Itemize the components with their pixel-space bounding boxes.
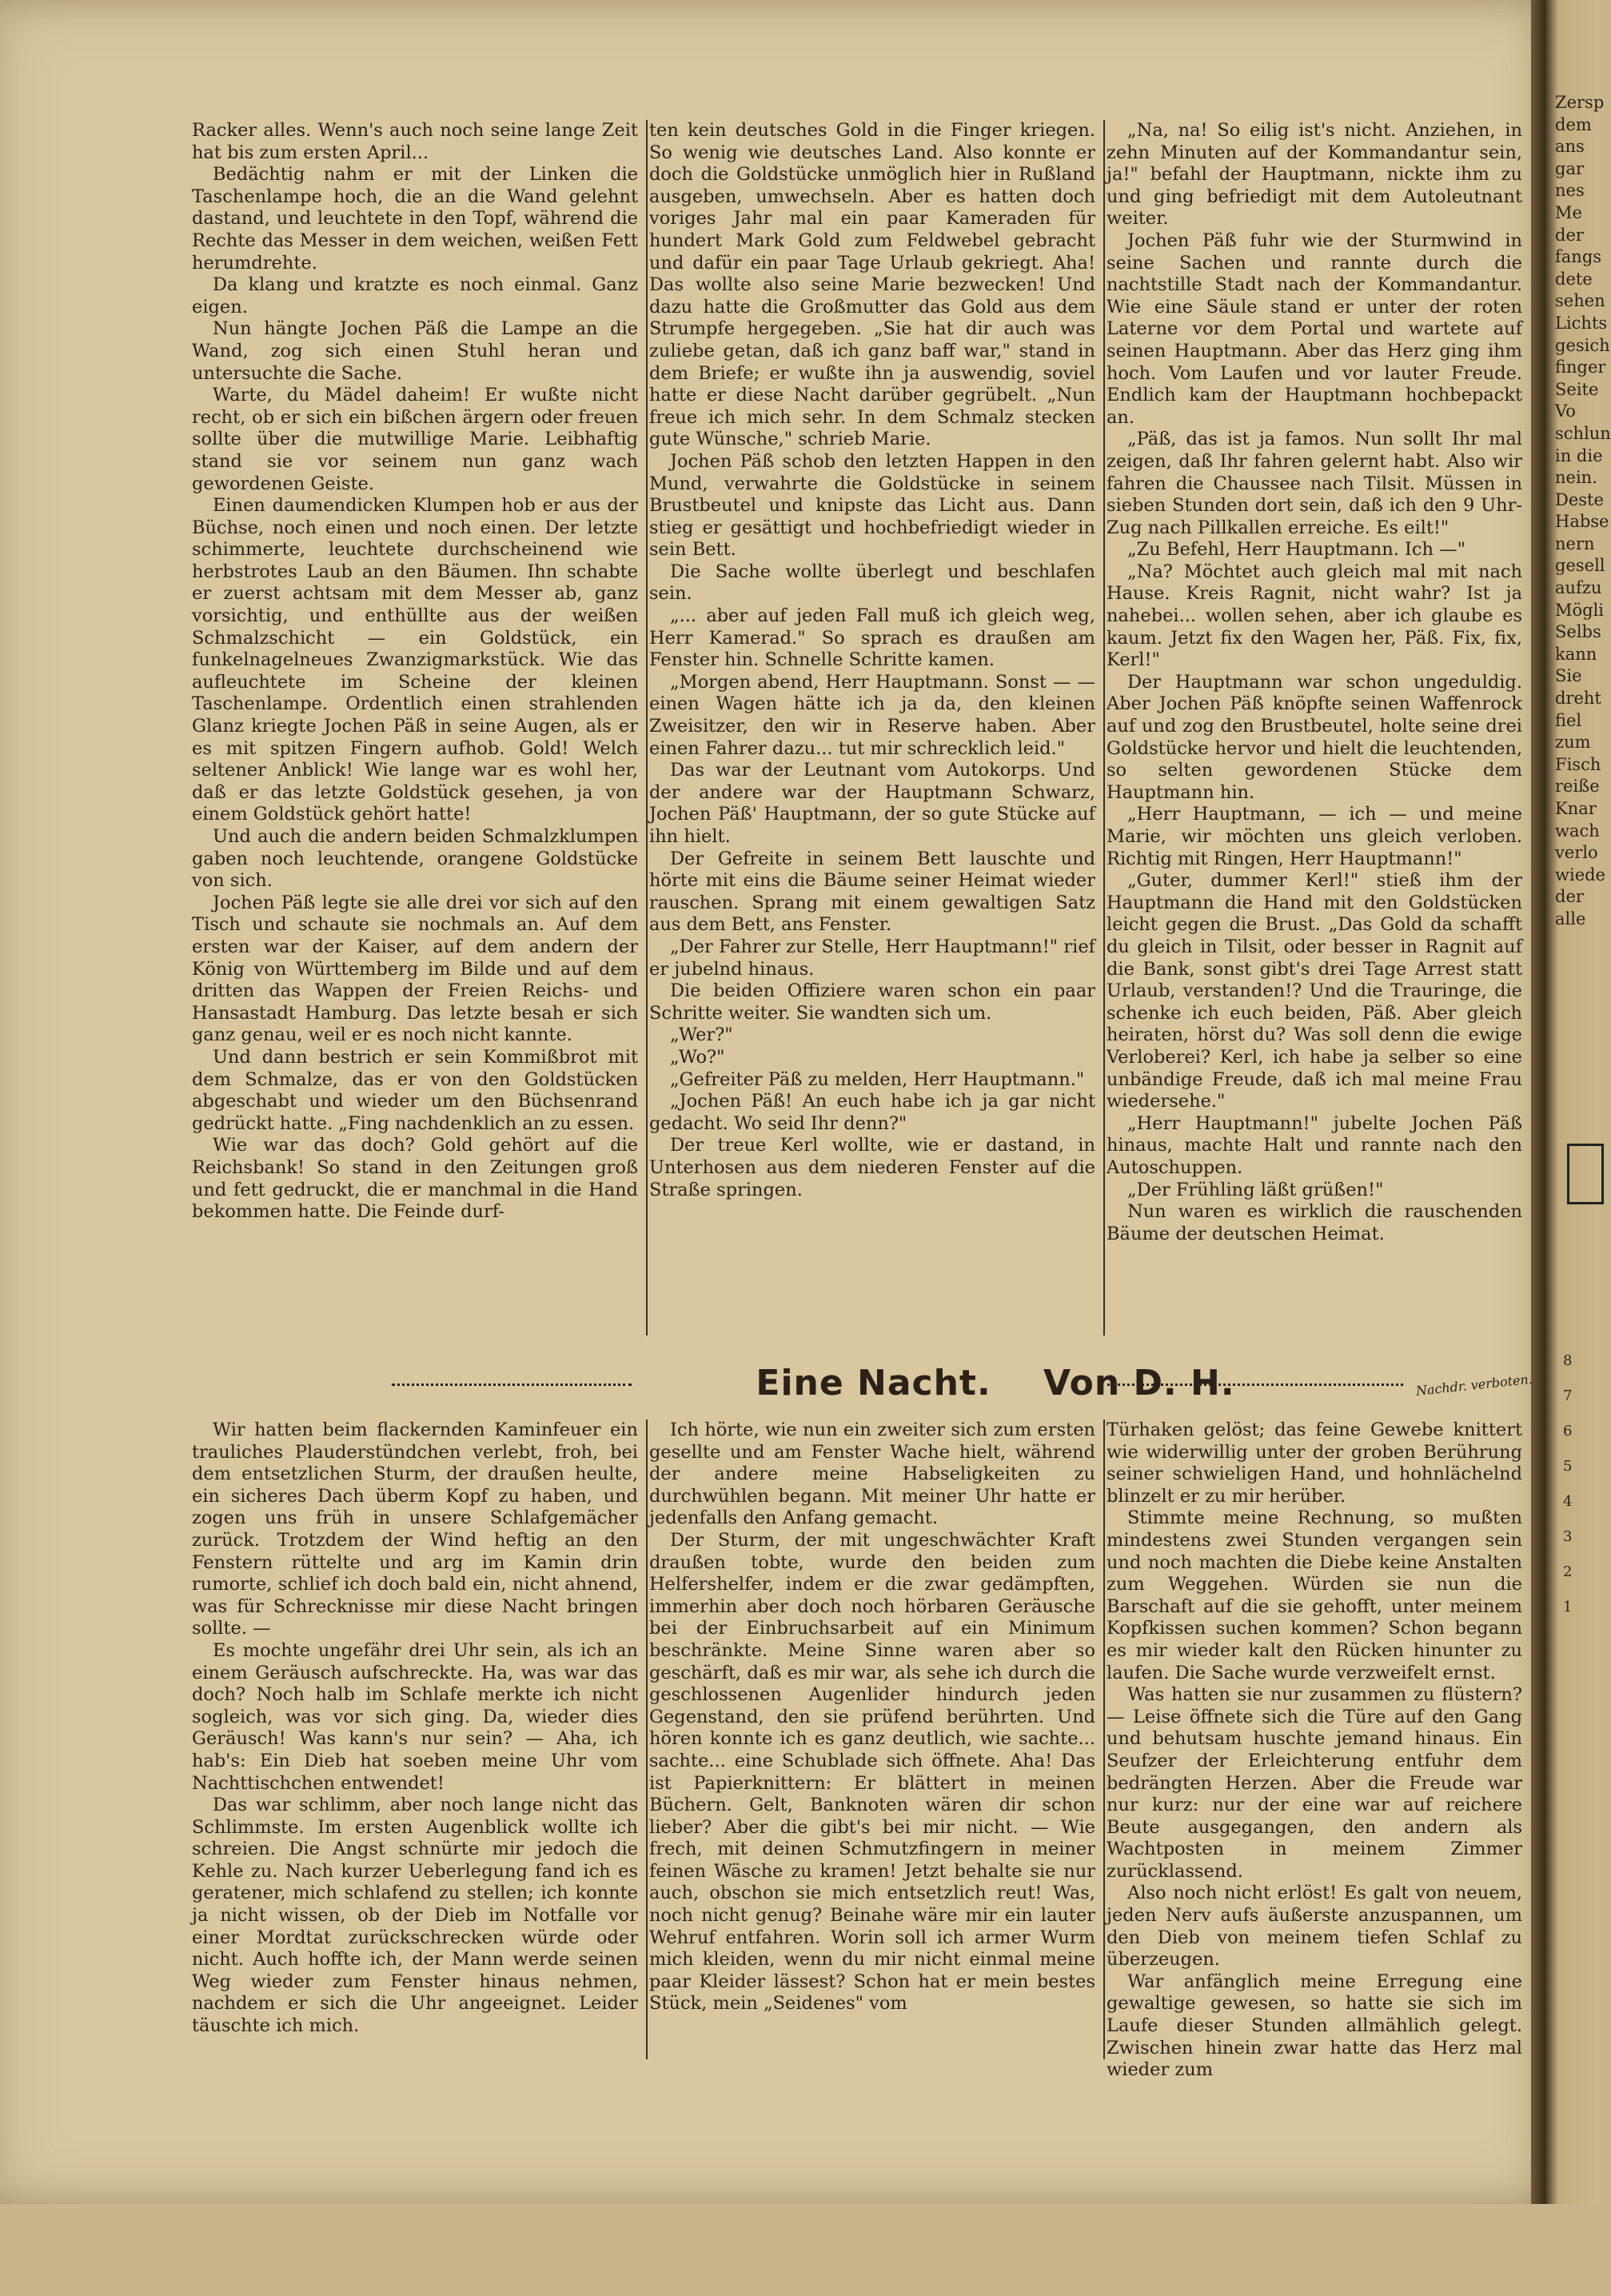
- paragraph: Was hatten sie nur zusammen zu flüstern? — Leise öffnete sich die Türe auf den Gang und behutsam huschte jemand hinaus. Ein Seufzer der Erleichterung entfuhr dem bedrängten Herzen. Aber die Freude war nur kurz: nur der eine war auf reichere Beute ausgegangen, den andern als Wachtposten in meinem Zimmer zurücklassend.: [1107, 1684, 1522, 1882]
- column-rule: [646, 120, 648, 1336]
- fragment-line: Vo: [1555, 401, 1576, 421]
- paragraph: Nun hängte Jochen Päß die Lampe an die Wand, zog sich einen Stuhl heran und untersuchte die Sache.: [192, 318, 638, 384]
- paragraph: „... aber auf jeden Fall muß ich gleich weg, Herr Kamerad." So sprach es draußen am Fenster hin. Schnelle Schritte kamen.: [649, 605, 1095, 671]
- paragraph: Nun waren es wirklich die rauschenden Bäume der deutschen Heimat.: [1107, 1201, 1522, 1244]
- fragment-line: Lichts: [1555, 313, 1608, 333]
- fragment-line: Mögli: [1555, 600, 1605, 620]
- fragment-line: gesell: [1555, 556, 1605, 576]
- paragraph: Jochen Päß fuhr wie der Sturmwind in seine Sachen und rannte durch die nachtstille Stadt nach der Kommandantur. Wie eine Säule stand er unter der roten Laterne vor dem Portal und wartete auf seinen Hauptmann. Aber das Herz ging ihm hoch. Vom Laufen und vor lauter Freude. Endlich kam der Hauptmann hochbepackt an.: [1107, 230, 1522, 428]
- paragraph: „Wer?": [670, 1024, 733, 1046]
- column-2: [649, 120, 1095, 1201]
- fragment-line: Habse: [1555, 512, 1609, 532]
- paragraph: Jochen Päß schob den letzten Happen in den Mund, verwahrte die Goldstücke in seinem Brustbeutel und knipste das Licht aus. Dann stieg er gesättigt und hochbefriedigt wieder in sein Bett.: [649, 450, 1095, 561]
- paragraph: „Na? Möchtet auch gleich mal mit nach Hause. Kreis Ragnit, nicht wahr? Ist ja nahebei... wollen sehen, aber ich glaube es kaum. Jetzt fix den Wagen her, Päß. Fix, fix, Kerl!": [1107, 561, 1522, 671]
- paragraph: „Der Fahrer zur Stelle, Herr Hauptmann!" rief er jubelnd hinaus.: [649, 936, 1095, 980]
- fragment-line: wiede: [1555, 864, 1605, 884]
- fragment-line: Deste: [1555, 489, 1604, 509]
- paragraph: Wie war das doch? Gold gehört auf die Reichsbank! So stand in den Zeitungen groß und fett gedruckt, die er manchmal in die Hand bekommen hatte. Die Feinde durf-: [192, 1135, 638, 1223]
- fragment-line: nes: [1555, 181, 1585, 201]
- fragment-line: aufzu: [1555, 578, 1602, 598]
- column-rule: [646, 1420, 648, 2059]
- paragraph: Wir hatten beim flackernden Kaminfeuer ein trauliches Plauderstündchen verlebt, froh, bei dem entsetzlichen Sturm, der draußen heulte, ein sicheres Dach überm Kopf zu haben, und zogen uns früh in unsere Schlafgemächer zurück. Trotzdem der Wind heftig an den Fenstern rüttelte und arg im Kamin drin rumorte, schlief ich doch bald ein, nicht ahnend, was für Schrecknisse mir diese Nacht bringen sollte. —: [192, 1420, 638, 1639]
- fragment-line: Fisch: [1555, 754, 1601, 774]
- paragraph: Es mochte ungefähr drei Uhr sein, als ich an einem Geräusch aufschreckte. Ha, was war das doch? Noch halb im Schlafe merkte ich nicht sogleich, was vor sich ging. Da, wieder dies Geräusch! Was kann's nur sein? — Aha, ich hab's: Ein Dieb hat soeben meine Uhr vom Nachttischchen entwendet!: [192, 1639, 638, 1794]
- paragraph: Bedächtig nahm er mit der Linken die Taschenlampe hoch, die an die Wand gelehnt dastand, und leuchtete in den Topf, während die Rechte das Messer in dem weichen, weißen Fett herumdrehte.: [192, 164, 638, 274]
- fragment-line: alle: [1555, 908, 1586, 928]
- adjacent-page-numbers: [1563, 1344, 1572, 1625]
- paragraph: Da klang und kratzte es noch einmal. Ganz eigen.: [192, 274, 638, 317]
- column-5: [649, 1420, 1095, 2015]
- column-rule: [1103, 120, 1105, 1336]
- fragment-line: gar: [1555, 158, 1585, 178]
- article-headline-row: [192, 1360, 1543, 1408]
- fragment-line: Zersp: [1555, 93, 1605, 112]
- fragment-line: ans: [1555, 137, 1585, 157]
- scale-number: 7: [1563, 1388, 1573, 1404]
- paragraph: Der Sturm, der mit ungeschwächter Kraft draußen tobte, wurde den beiden zum Helfershelfer, indem er die zwar gedämpften, immerhin aber doch noch hörbaren Geräusche bei der Einbruchsarbeit auf ein Minimum beschränkte. Meine Sinne waren aber so geschärft, daß es mir war, als sehe ich durch die geschlossenen Augenlider hindurch jeden Gegenstand, den sie prüfend berührten. Und hören konnte ich es ganz deutlich, wie sachte... sachte... eine Schublade sich öffnete. Aha! Das ist Papierknittern: Er blättert in meinen Büchern. Gelt, Banknoten wären dir schon lieber? Aber die gibt's bei mir nicht. — Wie frech, mit deinen Schmutzfingern in meiner feinen Wäsche zu kramen! Jetzt behalte sie nur auch, obschon sie mich entsetzlich reut! Was, noch nicht genug? Beinahe wäre mir ein lauter Wehruf entfahren. Worin soll ich armer Wurm mich kleiden, wenn du mir nicht einmal meine paar Kleider lässest? Schon hat er mein bestes Stück, mein „Seidenes" vom: [649, 1529, 1095, 2014]
- fragment-line: zum: [1555, 733, 1591, 753]
- paragraph: War anfänglich meine Erregung eine gewaltige gewesen, so hatte sie sich im Laufe dieser Stunden allmählich gelegt. Zwischen hinein zwar hatte das Herz mal wieder zum: [1107, 1971, 1522, 2081]
- paragraph: „Wo?": [670, 1046, 725, 1068]
- column-3: [1107, 120, 1522, 1245]
- fragment-line: Sie: [1555, 666, 1582, 686]
- fragment-line: sehen: [1555, 291, 1605, 311]
- fragment-line: fangs: [1555, 247, 1602, 267]
- scale-number: 5: [1563, 1458, 1573, 1475]
- paragraph: „Guter, dummer Kerl!" stieß ihm der Hauptmann die Hand mit den Goldstücken leicht gegen die Brust. „Das Gold da schafft du gleich in Tilsit, oder besser in Ragnit auf die Bank, sonst gibt's drei Tage Arrest statt Urlaub, verstanden!? Und die Trauringe, die schenke ich euch beiden, Päß. Aber gleich heiraten, hörst du? Was soll denn die ewige Verloberei? Kerl, ich habe ja selber so eine unbändige Freude, daß ich mal meine Frau wiedersehe.": [1107, 870, 1522, 1112]
- fragment-line: gesich: [1555, 335, 1610, 355]
- paragraph: „Herr Hauptmann!" jubelte Jochen Päß hinaus, machte Halt und rannte nach den Autoschuppen.: [1107, 1112, 1522, 1178]
- fragment-line: nern: [1555, 533, 1595, 553]
- paragraph: „Der Frühling läßt grüßen!": [1127, 1179, 1384, 1200]
- paragraph: ten kein deutsches Gold in die Finger kriegen. So wenig wie deutsches Land. Also konnte er doch die Goldstücke unmöglich hier in Rußland ausgeben, umwechseln. Aber es hatten doch voriges Jahr mal ein paar Kameraden für hundert Mark Gold zum Feldwebel gebracht und dafür ein paar Tage Urlaub gekriegt. Aha! Das wollte also seine Marie bezwecken! Und dazu hatte die Großmutter das Gold aus dem Strumpfe hergegeben. „Sie hat dir auch was zuliebe getan, daß ich ganz baff war," stand in dem Briefe; er wußte ihn ja auswendig, soviel hatte er diese Nacht darüber gegrübelt. „Nun freue ich mich sehr. In dem Schmalz stecken gute Wünsche," schrieb Marie.: [649, 120, 1095, 450]
- paragraph: Und auch die andern beiden Schmalzklumpen gaben noch leuchtende, orangene Goldstücke von sich.: [192, 826, 638, 892]
- paragraph: „Päß, das ist ja famos. Nun sollt Ihr mal zeigen, daß Ihr fahren gelernt habt. Also wir fahren die Chaussee nach Tilsit. Müssen in sieben Stunden dort sein, daß ich den 9 Uhr-Zug nach Pillkallen erreiche. Es eilt!": [1107, 429, 1522, 538]
- column-4: [192, 1420, 638, 2038]
- column-1: [192, 120, 638, 1224]
- fragment-line: der: [1555, 887, 1584, 907]
- paragraph: „Jochen Päß! An euch habe ich ja gar nicht gedacht. Wo seid Ihr denn?": [649, 1091, 1095, 1134]
- fragment-line: finger: [1555, 357, 1606, 377]
- scale-number: 4: [1563, 1493, 1573, 1510]
- scale-number: 6: [1563, 1423, 1573, 1439]
- paragraph: „Zu Befehl, Herr Hauptmann. Ich —": [1127, 539, 1466, 561]
- paragraph: „Herr Hauptmann, — ich — und meine Marie, wir möchten uns gleich verloben. Richtig mit Ringen, Herr Hauptmann!": [1107, 804, 1522, 869]
- paragraph: Ich hörte, wie nun ein zweiter sich zum ersten gesellte und am Fenster Wache hielt, während der andere meine Habseligkeiten zu durchwühlen begann. Mit meiner Uhr hatte er jedenfalls den Anfang gemacht.: [649, 1420, 1095, 1529]
- fragment-line: Knar: [1555, 799, 1597, 818]
- fragment-line: Selbs: [1555, 622, 1601, 642]
- headline-title: Eine Nacht.: [756, 1363, 991, 1404]
- adjacent-page-box: [1567, 1144, 1604, 1204]
- fragment-line: schlun: [1555, 423, 1611, 443]
- paragraph: „Morgen abend, Herr Hauptmann. Sonst — — einen Wagen hätte ich ja da, den kleinen Zweisitzer, den wir in Reserve haben. Aber einen Fahrer dazu... tut mir schrecklich leid.": [649, 671, 1095, 759]
- reprint-note: Nachdr. verboten.: [1415, 1371, 1533, 1399]
- paragraph: Die Sache wollte überlegt und beschlafen sein.: [649, 561, 1095, 605]
- paragraph: Das war schlimm, aber noch lange nicht das Schlimmste. Im ersten Augenblick wollte ich schreien. Die Angst schnürte mir jedoch die Kehle zu. Nach kurzer Ueberlegung fand ich es geratener, mich schlafend zu stellen; ich konnte ja nicht wissen, ob der Dieb im Notfalle vor einer Mordtat zurückschrecken würde oder nicht. Auch hoffte ich, der Mann werde seinen Weg wieder zum Fenster hinaus nehmen, nachdem er sich die Uhr angeeignet. Leider täuschte ich mich.: [192, 1795, 638, 2037]
- fragment-line: fiel: [1555, 710, 1582, 730]
- scale-number: 8: [1563, 1352, 1573, 1369]
- fragment-line: verlo: [1555, 843, 1598, 863]
- fragment-line: nein.: [1555, 468, 1597, 488]
- column-6: [1107, 1420, 1522, 2082]
- paragraph: Stimmte meine Rechnung, so mußten mindestens zwei Stunden vergangen sein und noch machten die Diebe keine Anstalten zum Weggehen. Würden sie nun die Barschaft auf die sie gehofft, unter meinem Kopfkissen suchen kommen? Schon begann es mir wieder kalt den Rücken hinunter zu laufen. Die Sache wurde verzweifelt ernst.: [1107, 1507, 1522, 1683]
- paragraph: Der treue Kerl wollte, wie er dastand, in Unterhosen aus dem niederen Fenster auf die Straße springen.: [649, 1135, 1095, 1200]
- paragraph: Die beiden Offiziere waren schon ein paar Schritte weiter. Sie wandten sich um.: [649, 980, 1095, 1024]
- scale-number: 1: [1563, 1599, 1573, 1615]
- fragment-line: Me: [1555, 202, 1582, 222]
- fragment-line: der: [1555, 225, 1584, 245]
- paragraph: Racker alles. Wenn's auch noch seine lange Zeit hat bis zum ersten April...: [192, 120, 638, 163]
- fragment-line: dem: [1555, 114, 1592, 134]
- dotted-rule-right: [1107, 1384, 1403, 1386]
- paragraph: Das war der Leutnant vom Autokorps. Und der andere war der Hauptmann Schwarz, Jochen Päß' Hauptmann, der so gute Stücke auf ihn hielt.: [649, 760, 1095, 847]
- fragment-line: dreht: [1555, 689, 1601, 709]
- paragraph: Der Gefreite in seinem Bett lauschte und hörte mit eins die Bäume seiner Heimat wieder rauschen. Sprang mit einem gewaltigen Satz aus dem Bett, ans Fenster.: [649, 848, 1095, 936]
- scale-number: 3: [1563, 1528, 1573, 1545]
- paragraph: „Gefreiter Päß zu melden, Herr Hauptmann.": [670, 1068, 1085, 1090]
- fragment-line: wach: [1555, 821, 1600, 841]
- fragment-line: reiße: [1555, 777, 1600, 797]
- fragment-line: in die: [1555, 445, 1603, 465]
- paragraph: Der Hauptmann war schon ungeduldig. Aber Jochen Päß knöpfte seinen Waffenrock auf und zog den Brustbeutel, holte seine drei Goldstücke hervor und hielt die leuchtenden, so selten gewordenen Stücke dem Hauptmann hin.: [1107, 671, 1522, 803]
- scale-number: 2: [1563, 1563, 1573, 1580]
- paragraph: Einen daumendicken Klumpen hob er aus der Büchse, noch einen und noch einen. Der letzte schimmerte, leuchtete durchscheinend wie herbstrotes Laub an den Bäumen. Ihn schabte er zuerst achtsam mit dem Messer ab, ganz vorsichtig, und enthüllte aus der weißen Schmalzschicht — ein Goldstück, ein funkelnagelneues Zwanzigmarkstück. Wie das aufleuchtete im Scheine der kleinen Taschenlampe. Ordentlich einen strahlenden Glanz kriegte Jochen Päß in seine Augen, als er es mit spitzen Fingern aufhob. Gold! Welch seltener Anblick! Wie lange war es wohl her, daß er das letzte Goldstück gesehen, ja von einem Goldstück gehört hatte!: [192, 495, 638, 825]
- column-rule: [1103, 1420, 1105, 2059]
- paragraph: „Na, na! So eilig ist's nicht. Anziehen, in zehn Minuten auf der Kommandantur sein, ja!" befahl der Hauptmann, nickte ihm zu und ging befriedigt mit dem Autoleutnant weiter.: [1107, 120, 1522, 230]
- headline-author: Von D. H.: [1043, 1363, 1235, 1404]
- paragraph: Und dann bestrich er sein Kommißbrot mit dem Schmalze, das er von den Goldstücken abgeschabt und wieder um den Büchsenrand gedrückt hatte. „Fing nachdenklich an zu essen.: [192, 1046, 638, 1134]
- paragraph: Warte, du Mädel daheim! Er wußte nicht recht, ob er sich ein bißchen ärgern oder freuen sollte über die mutwillige Marie. Leibhaftig stand sie vor seinem nun ganz wach gewordenen Geiste.: [192, 385, 638, 494]
- dotted-rule-left: [392, 1384, 632, 1386]
- paragraph: Türhaken gelöst; das feine Gewebe knittert wie widerwillig unter der groben Berührung seiner schwieligen Hand, und hohnlächelnd blinzelt er zu mir herüber.: [1107, 1420, 1522, 1507]
- paragraph: Jochen Päß legte sie alle drei vor sich auf den Tisch und schaute sie nochmals an. Auf dem ersten war der Kaiser, auf dem andern der König von Württemberg im Bilde und auf dem dritten das Wappen der Freien Reichs- und Hansastadt Hamburg. Das letzte besah er sich ganz genau, weil er es noch nicht kannte.: [192, 892, 638, 1046]
- fragment-line: Seite: [1555, 379, 1599, 399]
- fragment-line: kann: [1555, 644, 1597, 664]
- fragment-line: dete: [1555, 269, 1593, 289]
- paragraph: Also noch nicht erlöst! Es galt von neuem, jeden Nerv aufs äußerste anzuspannen, um den Dieb von meinem tiefen Schlaf zu überzeugen.: [1107, 1883, 1522, 1971]
